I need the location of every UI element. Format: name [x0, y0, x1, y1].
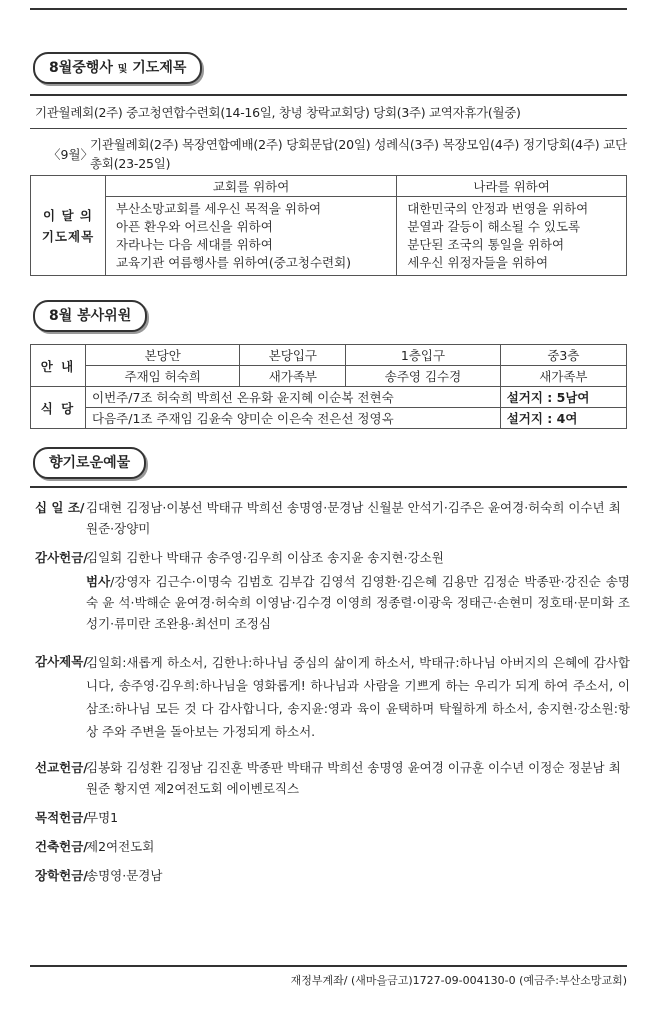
guide-name: 새가족부 [500, 366, 626, 387]
building-label: 건축헌금/ [35, 839, 88, 854]
nation-header: 나라를 위하여 [397, 176, 627, 197]
prayer-item: 부산소망교회를 세우신 목적을 위하여 [116, 201, 322, 216]
building-names: 제2여전도회 [86, 839, 155, 854]
location: 본당안 [86, 345, 240, 366]
mission-names: 김봉화 김성환 김정남 김진훈 박종판 박태규 박희선 송명영 윤여경 이규훈 이수년 이정순 정분남 최원준 황지연 제2여전도회 에이벤로직스 [86, 760, 621, 796]
divider [30, 128, 627, 129]
events-line-1: 기관월례회(2주) 중고청연합수련회(14-16일, 창녕 창락교회당) 당회(3주) 교역자휴가(월중) [35, 105, 521, 120]
divider [30, 94, 627, 96]
nation-prayers [397, 197, 627, 276]
prayer-item: 자라나는 다음 세대를 위하여 [116, 237, 273, 252]
tithe-names: 김대현 김정남·이봉선 박태규 박희선 송명영·문경남 신월분 안석기·김주은 윤여경·허숙희 이수년 최원준·장양미 [86, 500, 621, 536]
thanks-names [86, 547, 630, 642]
location: 중3층 [500, 345, 626, 366]
mission-label: 선교헌금/ [35, 760, 88, 775]
thanks-names-1: 김일회 김한나 박태규 송주영·김우희 이삼조 송지윤 송지현·강소원 [86, 550, 444, 565]
topics-label: 감사제목/ [35, 654, 88, 669]
dish-duty: 설거지 : 4여 [500, 408, 626, 429]
prayer-item: 분열과 갈등이 해소될 수 있도록 [407, 219, 581, 234]
prayer-item: 교육기관 여름행사를 위하여(중고청수련회) [116, 255, 352, 270]
purpose-names: 무명1 [86, 810, 119, 825]
meal-members: 7조 허숙희 박희선 온유화 윤지혜 이순복 전현숙 [132, 390, 394, 405]
tithe-label: 십 일 조/ [35, 500, 85, 515]
prayer-table [30, 175, 627, 276]
guide-name: 새가족부 [240, 366, 346, 387]
meal-team [86, 408, 501, 429]
location: 1층입구 [346, 345, 500, 366]
guide-name: 송주영 김수경 [346, 366, 500, 387]
title-part: 기도제목 [132, 60, 187, 76]
label-line: 이 달 의 [43, 207, 93, 223]
guide-name: 주재임 허숙희 [86, 366, 240, 387]
service-table [30, 344, 627, 429]
events-section-title [33, 52, 202, 84]
title-part: 및 [117, 64, 128, 75]
service-section-title: 8월 봉사위원 [33, 300, 147, 332]
scholarship-names: 송명영·문경남 [86, 868, 163, 883]
title-part: 8월중행사 [49, 60, 113, 76]
divider [30, 486, 627, 488]
next-month-events: 기관월례회(2주) 목장연합예배(2주) 당회문답(20일) 성례식(3주) 목장모임(4주) 정기당회(4주) 교단총회(23-25일) [90, 137, 627, 171]
scholarship-label: 장학헌금/ [35, 868, 88, 883]
prayer-item: 대한민국의 안정과 번영을 위하여 [407, 201, 589, 216]
thanks-category: 범사 [86, 574, 111, 589]
meal-team [86, 387, 501, 408]
thanks-names-2 [86, 571, 630, 634]
dish-duty: 설거지 : 5남여 [500, 387, 626, 408]
thanks-list: /강영자 김근수·이명숙 김범호 김부갑 김영석 김영환·김은혜 김용만 김정순 박종판·강진순 송명숙 윤 석·박해순 윤여경·허숙희 이영남·김수경 이영희 정종렬·이광욱 정태근·손현미 정호태·문미화 조성기·류미란 조완용·최선미 조정심 [86, 574, 630, 631]
meal-label: 식 당 [31, 387, 86, 429]
bottom-rule [30, 965, 627, 967]
meal-week: 다음주/ [92, 411, 133, 426]
meal-week: 이번주/ [92, 390, 133, 405]
meal-members: 1조 주재임 김윤숙 양미순 이은숙 전은선 정영옥 [132, 411, 394, 426]
next-month-label: 〈9월〉 [48, 147, 94, 162]
prayer-item: 분단된 조국의 통일을 위하여 [407, 237, 565, 252]
account-info: 재정부계좌/ (새마을금고)1727-09-004130-0 (예금주:부산소망교회) [290, 974, 627, 987]
top-rule [30, 8, 627, 10]
thanks-label: 감사헌금/ [35, 550, 88, 565]
location: 본당입구 [240, 345, 346, 366]
prayer-item: 세우신 위정자들을 위하여 [407, 255, 549, 270]
label-line: 기도제목 [41, 228, 95, 244]
church-header: 교회를 위하여 [106, 176, 397, 197]
prayer-label [31, 176, 106, 276]
purpose-label: 목적헌금/ [35, 810, 88, 825]
topics-text: 김일회:새롭게 하소서, 김한나:하나님 중심의 삶이게 하소서, 박태규:하나님 아버지의 은혜에 감사합니다, 송주영·김우희:하나님을 영화롭게! 하나님과 사람을 기쁘게 하는 우리가 되게 하여 주소서, 이삼조:하나님 모든 것 다 감사합니다, 송지윤:영과 육이 윤택하며 탁월하게 하소서, 송지현·강소원:항상 주와 주변을 돌아보는 가정되게 하소서. [86, 655, 630, 739]
church-prayers [106, 197, 397, 276]
offerings-section-title: 향기로운예물 [33, 447, 146, 479]
prayer-item: 아픈 환우와 어르신을 위하여 [116, 219, 273, 234]
guide-label: 안 내 [31, 345, 86, 387]
